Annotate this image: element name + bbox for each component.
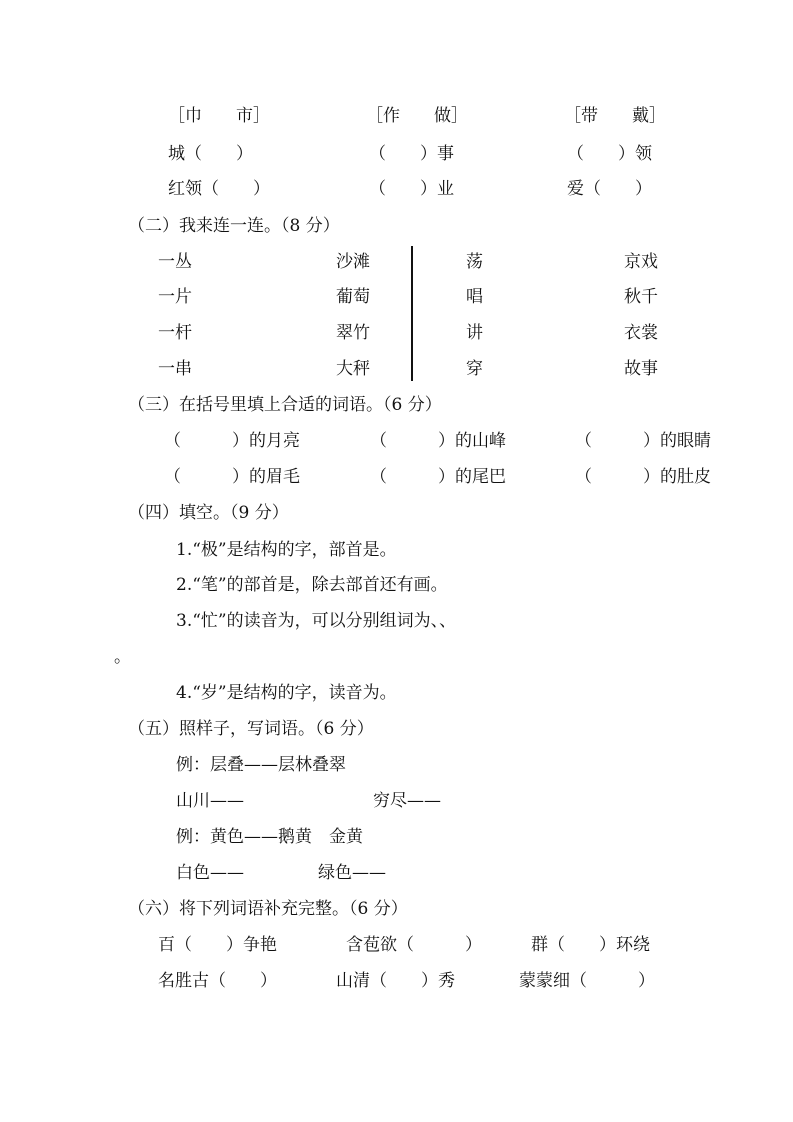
example-line: 例：层叠——层林叠翠 [176,755,346,775]
match-left-measure[interactable]: 一丛 [158,252,192,272]
match-left-measure[interactable]: 一杆 [158,323,192,343]
fill-blank-item[interactable]: （ ）的月亮 [164,431,300,451]
fill-blank-item[interactable]: 城（ ） [168,144,253,164]
fill-blank-item[interactable]: （ ）的眉毛 [164,467,300,487]
fill-line: 3.“忙”的读音为，可以分别组词为、、 [176,611,457,631]
fill-blank-item[interactable]: （ ）业 [369,179,454,199]
char-pair-header: ［巾 市］ [168,106,270,126]
fill-blank-item[interactable]: （ ）的山峰 [370,431,506,451]
match-left-measure[interactable]: 一串 [158,359,192,379]
fill-line: 1.“极”是结构的字，部首是。 [176,540,397,560]
idiom-item[interactable]: 山清（ ）秀 [336,971,455,991]
match-right-verb[interactable]: 荡 [466,252,483,272]
match-left-noun[interactable]: 翠竹 [336,323,370,343]
fill-blank-item[interactable]: （ ）的肚皮 [575,467,711,487]
match-right-verb[interactable]: 穿 [466,359,483,379]
exercise-item[interactable]: 穷尽—— [373,791,441,811]
fill-blank-item[interactable]: （ ）的眼睛 [575,431,711,451]
exercise-item[interactable]: 绿色—— [318,863,386,883]
section-title: （三）在括号里填上合适的词语。（6 分） [128,395,442,415]
idiom-item[interactable]: 百（ ）争艳 [158,935,277,955]
example-line: 例：黄色——鹅黄 金黄 [176,827,363,847]
section-title: （四）填空。（9 分） [128,503,289,523]
fill-blank-item[interactable]: 红领（ ） [168,179,270,199]
section-title: （五）照样子，写词语。（6 分） [128,719,374,739]
match-right-object[interactable]: 京戏 [624,252,658,272]
idiom-item[interactable]: 群（ ）环绕 [531,935,650,955]
idiom-item[interactable]: 名胜古（ ） [158,971,277,991]
match-right-verb[interactable]: 讲 [466,323,483,343]
match-left-measure[interactable]: 一片 [158,287,192,307]
idiom-item[interactable]: 含苞欲（ ） [346,935,482,955]
fill-blank-item[interactable]: 爱（ ） [567,179,652,199]
match-right-verb[interactable]: 唱 [466,287,483,307]
char-pair-header: ［带 戴］ [564,106,666,126]
match-left-noun[interactable]: 大秤 [336,359,370,379]
section-title: （六）将下列词语补充完整。（6 分） [128,899,408,919]
idiom-item[interactable]: 蒙蒙细（ ） [519,971,655,991]
fill-line: 4.“岁”是结构的字，读音为。 [176,683,397,703]
section-title: （二）我来连一连。（8 分） [128,216,340,236]
match-right-object[interactable]: 秋千 [624,287,658,307]
fill-blank-item[interactable]: （ ）领 [567,144,652,164]
exercise-item[interactable]: 白色—— [176,863,244,883]
fill-blank-item[interactable]: （ ）事 [369,144,454,164]
divider-line [411,246,413,381]
match-left-noun[interactable]: 沙滩 [336,252,370,272]
match-right-object[interactable]: 故事 [624,359,658,379]
match-left-noun[interactable]: 葡萄 [336,287,370,307]
fill-line: 。 [114,647,131,667]
fill-blank-item[interactable]: （ ）的尾巴 [370,467,506,487]
char-pair-header: ［作 做］ [366,106,468,126]
fill-line: 2.“笔”的部首是，除去部首还有画。 [176,575,448,595]
match-right-object[interactable]: 衣裳 [624,323,658,343]
exercise-item[interactable]: 山川—— [176,791,244,811]
